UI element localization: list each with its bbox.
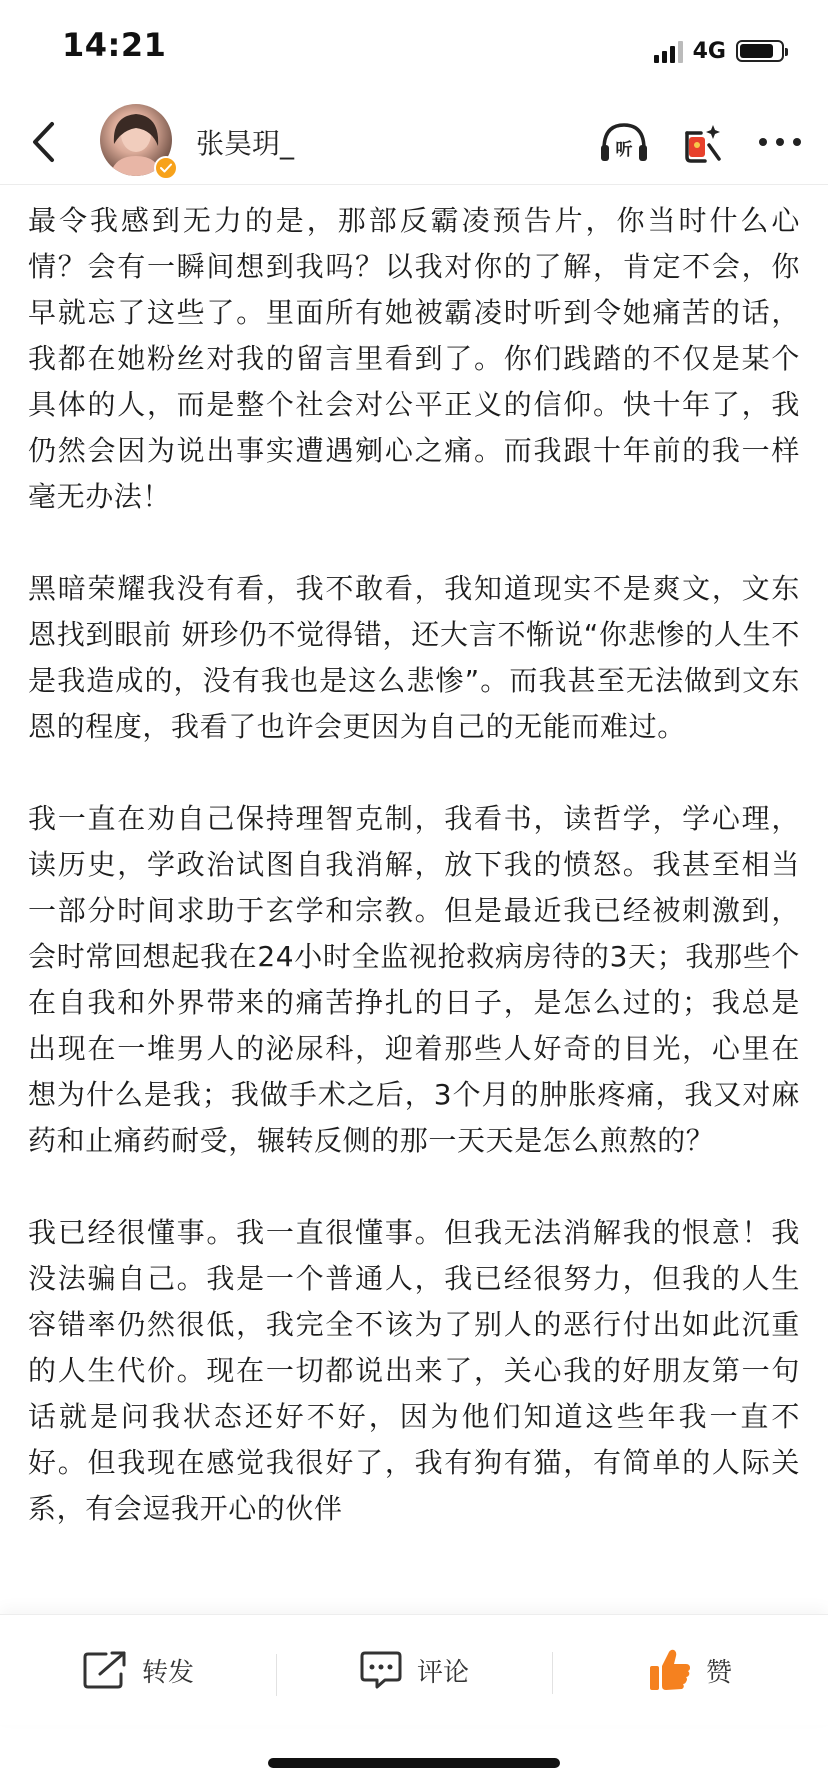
more-dots-icon	[757, 136, 803, 148]
like-button[interactable]	[552, 1648, 828, 1692]
headphones-listen-icon	[598, 119, 650, 165]
battery-icon	[736, 40, 784, 62]
red-packet-button[interactable]	[674, 114, 730, 170]
post-paragraph: 我一直在劝自己保持理智克制，我看书，读哲学，学心理，读历史，学政治试图自我消解，放下我的愤怒。我甚至相当一部分时间求助于玄学和宗教。但是最近我已经被刺激到，会时常回想起我在24小时全监视抢救病房待的3天；我那些个在自我和外界带来的痛苦挣扎的日子，是怎么过的；我总是出现在一堆男人的泌尿科，迎着那些人好奇的目光，心里在想为什么是我；我做手术之后，3个月的肿胀疼痛，我又对麻药和止痛药耐受，辗转反侧的那一天天是怎么煎熬的？	[28, 802, 800, 1157]
like-label: 赞	[705, 1657, 732, 1688]
comment-bubble-icon	[359, 1650, 403, 1690]
back-button[interactable]	[18, 112, 68, 172]
post-content	[28, 186, 800, 1616]
chevron-left-icon	[30, 121, 56, 163]
listen-button[interactable]	[596, 114, 652, 170]
home-indicator[interactable]	[268, 1758, 560, 1768]
share-arrow-icon	[82, 1650, 128, 1690]
repost-button[interactable]	[0, 1650, 276, 1690]
verified-badge-icon	[154, 156, 178, 180]
repost-label: 转发	[141, 1657, 194, 1688]
status-time: 14:21	[62, 26, 167, 64]
more-button[interactable]	[752, 114, 808, 170]
listen-label: 听	[615, 140, 633, 160]
avatar[interactable]	[100, 104, 176, 180]
status-indicators	[654, 36, 784, 66]
network-type: 4G	[692, 38, 726, 64]
post-paragraph: 我已经很懂事。我一直很懂事。但我无法消解我的恨意！我没法骗自己。我是一个普通人，我已经很努力，但我的人生容错率仍然很低，我完全不该为了别人的恶行付出如此沉重的人生代价。现在一切都说出来了，关心我的好朋友第一句话就是问我状态还好不好，因为他们知道这些年我一直不好。但我现在感觉我很好了，我有狗有猫，有简单的人际关系，有会逗我开心的伙伴	[28, 1216, 800, 1525]
comment-label: 评论	[416, 1657, 469, 1688]
nav-header	[0, 100, 828, 185]
thumbs-up-icon	[648, 1648, 692, 1692]
action-bar	[0, 1614, 828, 1725]
username[interactable]: 张昊玥_	[196, 127, 295, 160]
red-packet-sparkle-icon	[679, 119, 725, 165]
comment-button[interactable]	[276, 1650, 552, 1690]
post-paragraph: 黑暗荣耀我没有看，我不敢看，我知道现实不是爽文，文东恩找到眼前 妍珍仍不觉得错，还大言不惭说“你悲惨的人生不是我造成的，没有我也是这么悲惨”。而我甚至无法做到文东恩的程度，我看了也许会更因为自己的无能而难过。	[28, 572, 800, 743]
nav-actions	[596, 114, 808, 170]
post-paragraph: 最令我感到无力的是，那部反霸凌预告片，你当时什么心情？会有一瞬间想到我吗？以我对你的了解，肯定不会，你早就忘了这些了。里面所有她被霸凌时听到令她痛苦的话，我都在她粉丝对我的留言里看到了。你们践踏的不仅是某个具体的人，而是整个社会对公平正义的信仰。快十年了，我仍然会因为说出事实遭遇剜心之痛。而我跟十年前的我一样毫无办法！	[28, 204, 800, 513]
status-bar	[0, 0, 828, 100]
signal-strength-icon	[654, 39, 683, 63]
